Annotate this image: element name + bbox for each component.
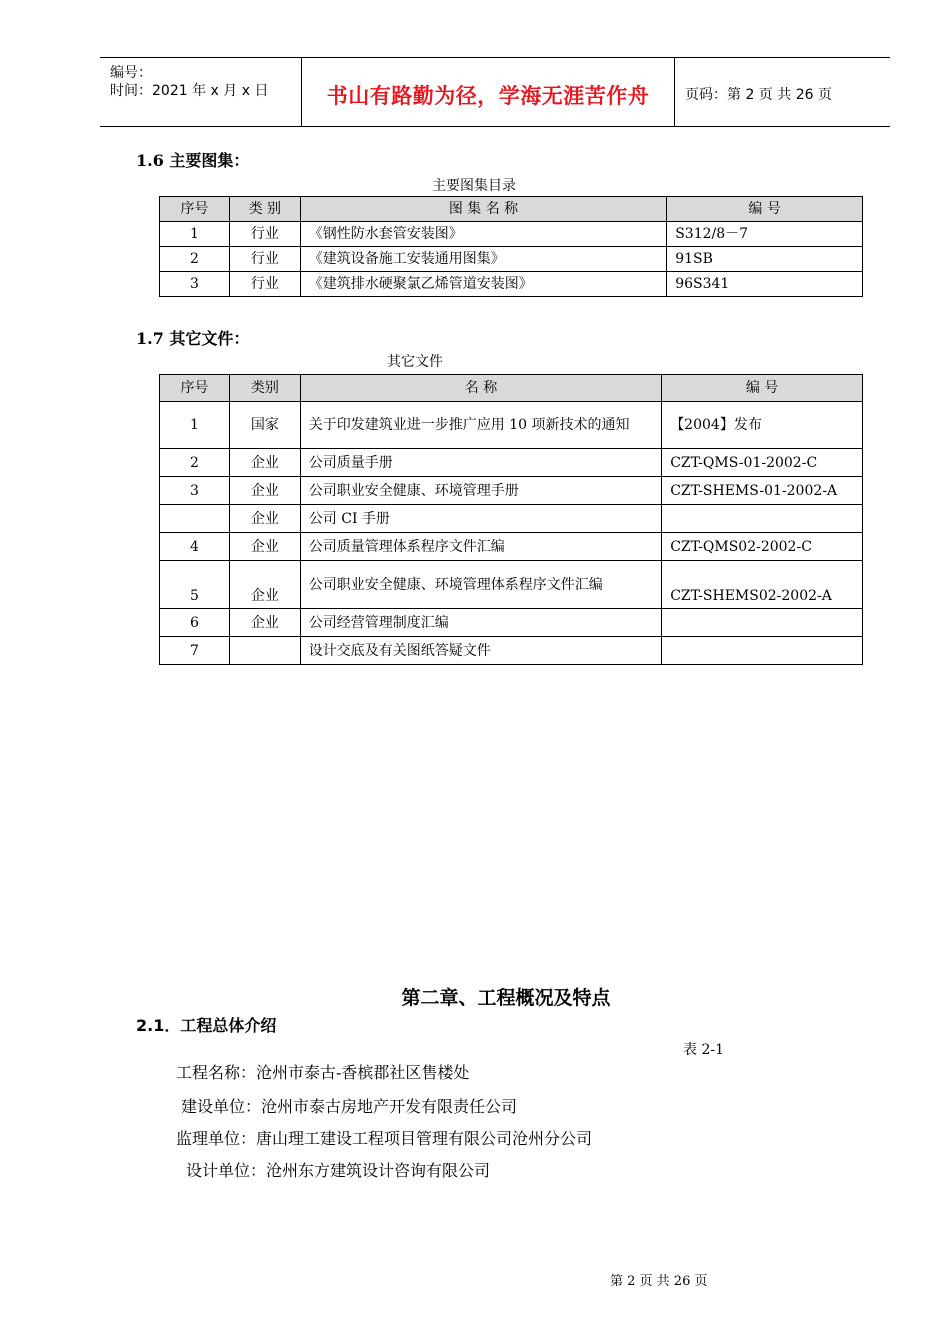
table-row — [160, 222, 863, 247]
header-motto: 书山有路勤为径，学海无涯苦作舟 — [326, 84, 650, 108]
table-row — [160, 477, 863, 505]
table-row — [160, 533, 863, 561]
section-1-7-caption: 其它文件 — [387, 354, 443, 370]
table-cell — [160, 505, 230, 533]
table-cell — [662, 609, 863, 637]
column-header: 类 别 — [229, 197, 300, 222]
table-cell: 公司质量手册 — [300, 449, 661, 477]
table-cell: 5 — [160, 561, 230, 609]
table-cell: 企业 — [229, 533, 300, 561]
table-cell — [662, 505, 863, 533]
other-files-table — [159, 374, 863, 665]
developer-line: 建设单位：沧州市泰古房地产开发有限责任公司 — [181, 1097, 518, 1116]
table-cell: 公司职业安全健康、环境管理体系程序文件汇编 — [300, 561, 661, 609]
column-header: 序号 — [160, 375, 230, 402]
table-cell: 《建筑排水硬聚氯乙烯管道安装图》 — [300, 272, 666, 297]
table-row — [160, 449, 863, 477]
table-cell: 《建筑设备施工安装通用图集》 — [300, 247, 666, 272]
table-header-row — [160, 375, 863, 402]
column-header: 类别 — [229, 375, 300, 402]
atlas-table — [159, 196, 863, 297]
column-header: 编 号 — [667, 197, 863, 222]
section-1-6-caption: 主要图集目录 — [432, 178, 516, 194]
column-header: 编 号 — [662, 375, 863, 402]
table-cell: 6 — [160, 609, 230, 637]
table-cell: CZT-SHEMS02-2002-A — [662, 561, 863, 609]
table-cell: 96S341 — [667, 272, 863, 297]
table-row — [160, 637, 863, 665]
supervisor-line: 监理单位：唐山理工建设工程项目管理有限公司沧州分公司 — [176, 1129, 593, 1148]
table-cell: 3 — [160, 477, 230, 505]
section-2-1-title: 2.1．工程总体介绍 — [136, 1016, 277, 1035]
header-page-number: 页码：第 2 页 共 26 页 — [685, 87, 832, 103]
column-header: 名 称 — [300, 375, 661, 402]
table-cell: 企业 — [229, 477, 300, 505]
table-cell: 1 — [160, 222, 230, 247]
table-cell: 2 — [160, 449, 230, 477]
document-time-label: 时间：2021 年 x 月 x 日 — [110, 83, 269, 99]
table-row — [160, 247, 863, 272]
table-cell: S312/8－7 — [667, 222, 863, 247]
table-cell — [229, 637, 300, 665]
table-row — [160, 609, 863, 637]
table-reference: 表 2-1 — [683, 1042, 724, 1058]
table-cell: 企业 — [229, 449, 300, 477]
table-row — [160, 505, 863, 533]
table-row — [160, 561, 863, 609]
page-header — [100, 57, 890, 127]
table-cell: 关于印发建筑业进一步推广应用 10 项新技术的通知 — [300, 402, 661, 449]
table-cell: 《钢性防水套管安装图》 — [300, 222, 666, 247]
header-page-cell — [675, 58, 890, 126]
table-cell: 行业 — [229, 247, 300, 272]
table-cell: 行业 — [229, 272, 300, 297]
section-1-6-title: 1.6 主要图集： — [136, 151, 250, 170]
table-cell: 公司质量管理体系程序文件汇编 — [300, 533, 661, 561]
table-cell: 设计交底及有关图纸答疑文件 — [300, 637, 661, 665]
table-cell: 4 — [160, 533, 230, 561]
chapter-title: 第二章、工程概况及特点 — [401, 987, 611, 1009]
section-1-7-title: 1.7 其它文件： — [136, 329, 250, 348]
column-header: 图 集 名 称 — [300, 197, 666, 222]
table-cell: CZT-QMS02-2002-C — [662, 533, 863, 561]
table-cell: 行业 — [229, 222, 300, 247]
table-cell: CZT-SHEMS-01-2002-A — [662, 477, 863, 505]
column-header: 序号 — [160, 197, 230, 222]
table-cell: 企业 — [229, 505, 300, 533]
table-cell: 国家 — [229, 402, 300, 449]
table-cell: 7 — [160, 637, 230, 665]
table-cell: 【2004】发布 — [662, 402, 863, 449]
table-row — [160, 402, 863, 449]
table-cell: 2 — [160, 247, 230, 272]
table-cell: 3 — [160, 272, 230, 297]
table-cell: 公司 CI 手册 — [300, 505, 661, 533]
table-cell: 1 — [160, 402, 230, 449]
table-row — [160, 272, 863, 297]
document-number-label: 编号： — [110, 65, 152, 81]
table-cell: 公司经营管理制度汇编 — [300, 609, 661, 637]
header-motto-cell — [302, 58, 675, 126]
table-header-row — [160, 197, 863, 222]
table-cell: 企业 — [229, 609, 300, 637]
page-footer: 第 2 页 共 26 页 — [610, 1274, 708, 1289]
project-name-line: 工程名称：沧州市泰古-香槟郡社区售楼处 — [176, 1063, 470, 1082]
table-cell: 91SB — [667, 247, 863, 272]
table-cell: 公司职业安全健康、环境管理手册 — [300, 477, 661, 505]
header-meta-cell — [100, 58, 302, 126]
table-cell: CZT-QMS-01-2002-C — [662, 449, 863, 477]
table-cell: 企业 — [229, 561, 300, 609]
table-cell — [662, 637, 863, 665]
designer-line: 设计单位：沧州东方建筑设计咨询有限公司 — [186, 1161, 491, 1180]
